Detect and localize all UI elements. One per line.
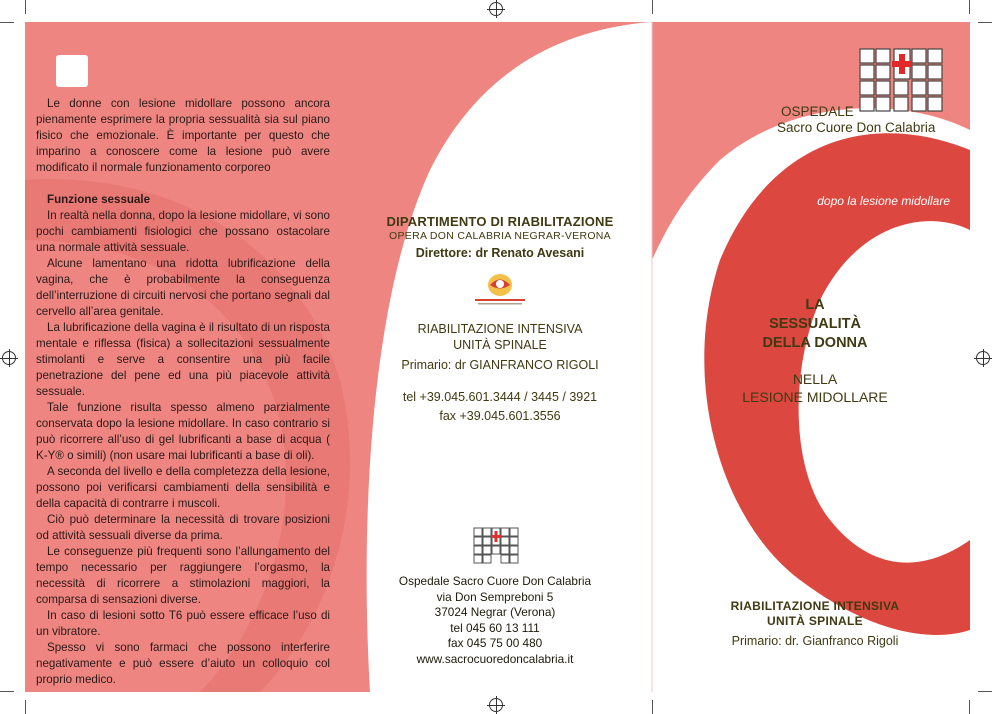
hospital-name-block bbox=[760, 104, 955, 136]
title-line-1: LA bbox=[805, 297, 825, 313]
section-title: Funzione sessuale bbox=[47, 193, 151, 206]
body-paragraph: A seconda del livello e della completezza della lesione, possono poi verificarsi cambiamenti della sensibilità e della capacità di contrarre i muscoli. bbox=[36, 465, 330, 510]
crop-mark bbox=[978, 691, 992, 692]
body-paragraph: In caso di lesioni sotto T6 può essere efficace l’uso di un vibratore. bbox=[36, 609, 330, 638]
left-panel-text bbox=[36, 96, 330, 688]
crop-mark bbox=[0, 691, 14, 692]
address-street: via Don Sempreboni 5 bbox=[436, 589, 554, 604]
footer-primario: Primario: dr. Gianfranco Rigoli bbox=[731, 634, 899, 648]
crop-mark bbox=[25, 0, 26, 14]
body-paragraph: Ciò può determinare la necessità di trovare posizioni od attività sessuali diverse da prima. bbox=[36, 513, 330, 542]
footer-line-1: RIABILITAZIONE INTENSIVA bbox=[730, 599, 900, 613]
crop-mark bbox=[652, 0, 653, 14]
subtitle-line-1: NELLA bbox=[792, 371, 838, 387]
crop-mark bbox=[0, 22, 14, 23]
registration-mark-icon bbox=[2, 351, 16, 365]
address-fax: fax 045 75 00 480 bbox=[447, 636, 543, 650]
unit-block bbox=[370, 322, 630, 423]
brochure-subtitle bbox=[725, 370, 905, 406]
address-website: www.sacrocuoredoncalabria.it bbox=[416, 651, 574, 666]
unit-line-2: UNITÀ SPINALE bbox=[453, 338, 547, 352]
department-block bbox=[370, 214, 630, 260]
body-paragraph: Alcune lamentano una ridotta lubrificazione della vagina, che è probabilmente la conseguenza dell’interruzione di circuiti nervosi che portano segnali dal cervello all’area genitale. bbox=[36, 257, 330, 318]
tagline: dopo la lesione midollare bbox=[817, 194, 950, 208]
fax-line: fax +39.045.601.3556 bbox=[439, 409, 561, 423]
body-paragraph: Tale funzione risulta spesso almeno parzialmente conservata dopo la lesione midollare. In caso contrario si può ricorrere all’uso di gel lubrificanti a base di acqua ( K-Y® o simili) (non usare mai lubrificanti a base di oli). bbox=[36, 401, 330, 462]
body-paragraph: La lubrificazione della vagina è il risultato di un risposta mentale e riflessa (fisica) a sollecitazioni sessualmente stimolanti e serve a consentire una più facile penetrazione del pene ed una più piacevole attività sessuale. bbox=[36, 321, 330, 398]
brochure-title bbox=[735, 296, 895, 353]
body-paragraph: In realtà nella donna, dopo la lesione midollare, vi sono pochi cambiamenti fisiologici che possano ostacolare una normale attività sessuale. bbox=[36, 209, 330, 254]
crop-mark bbox=[652, 700, 653, 714]
address-city: 37024 Negrar (Verona) bbox=[434, 605, 556, 619]
registration-mark-icon bbox=[976, 351, 990, 365]
rehab-logo-icon bbox=[470, 272, 530, 308]
title-line-2: SESSUALITÀ bbox=[769, 316, 861, 332]
director-name: Direttore: dr Renato Avesani bbox=[415, 246, 585, 260]
primario-line: Primario: dr GIANFRANCO RIGOLI bbox=[401, 358, 599, 372]
hospital-name-line-2: Sacro Cuore Don Calabria bbox=[777, 120, 936, 135]
hospital-name-line-1: OSPEDALE bbox=[781, 104, 854, 119]
address-name: Ospedale Sacro Cuore Don Calabria bbox=[398, 574, 592, 588]
unit-line-1: RIABILITAZIONE INTENSIVA bbox=[417, 322, 583, 336]
department-title: DIPARTIMENTO DI RIABILITAZIONE bbox=[386, 214, 614, 229]
crop-mark bbox=[978, 22, 992, 23]
subtitle-line-2: LESIONE MIDOLLARE bbox=[742, 389, 888, 405]
intro-paragraph: Le donne con lesione midollare possono ancora pienamente esprimere la propria sessualità sia sul piano fisico che emozionale. È importante per questo che imparino a conoscere come la lesione può avere modificato il normale funzionamento corporeo bbox=[36, 97, 330, 174]
white-square-marker bbox=[56, 55, 88, 87]
address-block bbox=[385, 574, 605, 667]
organization-name: OPERA DON CALABRIA NEGRAR-VERONA bbox=[389, 230, 611, 242]
right-footer-block bbox=[700, 599, 930, 648]
title-line-3: DELLA DONNA bbox=[762, 335, 868, 351]
body-paragraph: Le conseguenze più frequenti sono l’allungamento del tempo necessario per raggiungere l’orgasmo, la necessità di ricorrere a stimolazioni maggiori, la comparsa di sensazioni diverse. bbox=[36, 545, 330, 606]
body-paragraph: Spesso vi sono farmaci che possono interferire negativamente e può essere d’aiuto un colloquio col proprio medico. bbox=[36, 641, 330, 686]
crop-mark bbox=[969, 0, 970, 14]
address-tel: tel 045 60 13 111 bbox=[450, 620, 540, 635]
crop-mark bbox=[25, 700, 26, 714]
hospital-logo-small-icon bbox=[473, 527, 519, 565]
registration-mark-icon bbox=[489, 2, 503, 16]
tel-line: tel +39.045.601.3444 / 3445 / 3921 bbox=[402, 390, 598, 404]
crop-mark bbox=[969, 700, 970, 714]
registration-mark-icon bbox=[489, 698, 503, 712]
footer-line-2: UNITÀ SPINALE bbox=[767, 614, 863, 628]
